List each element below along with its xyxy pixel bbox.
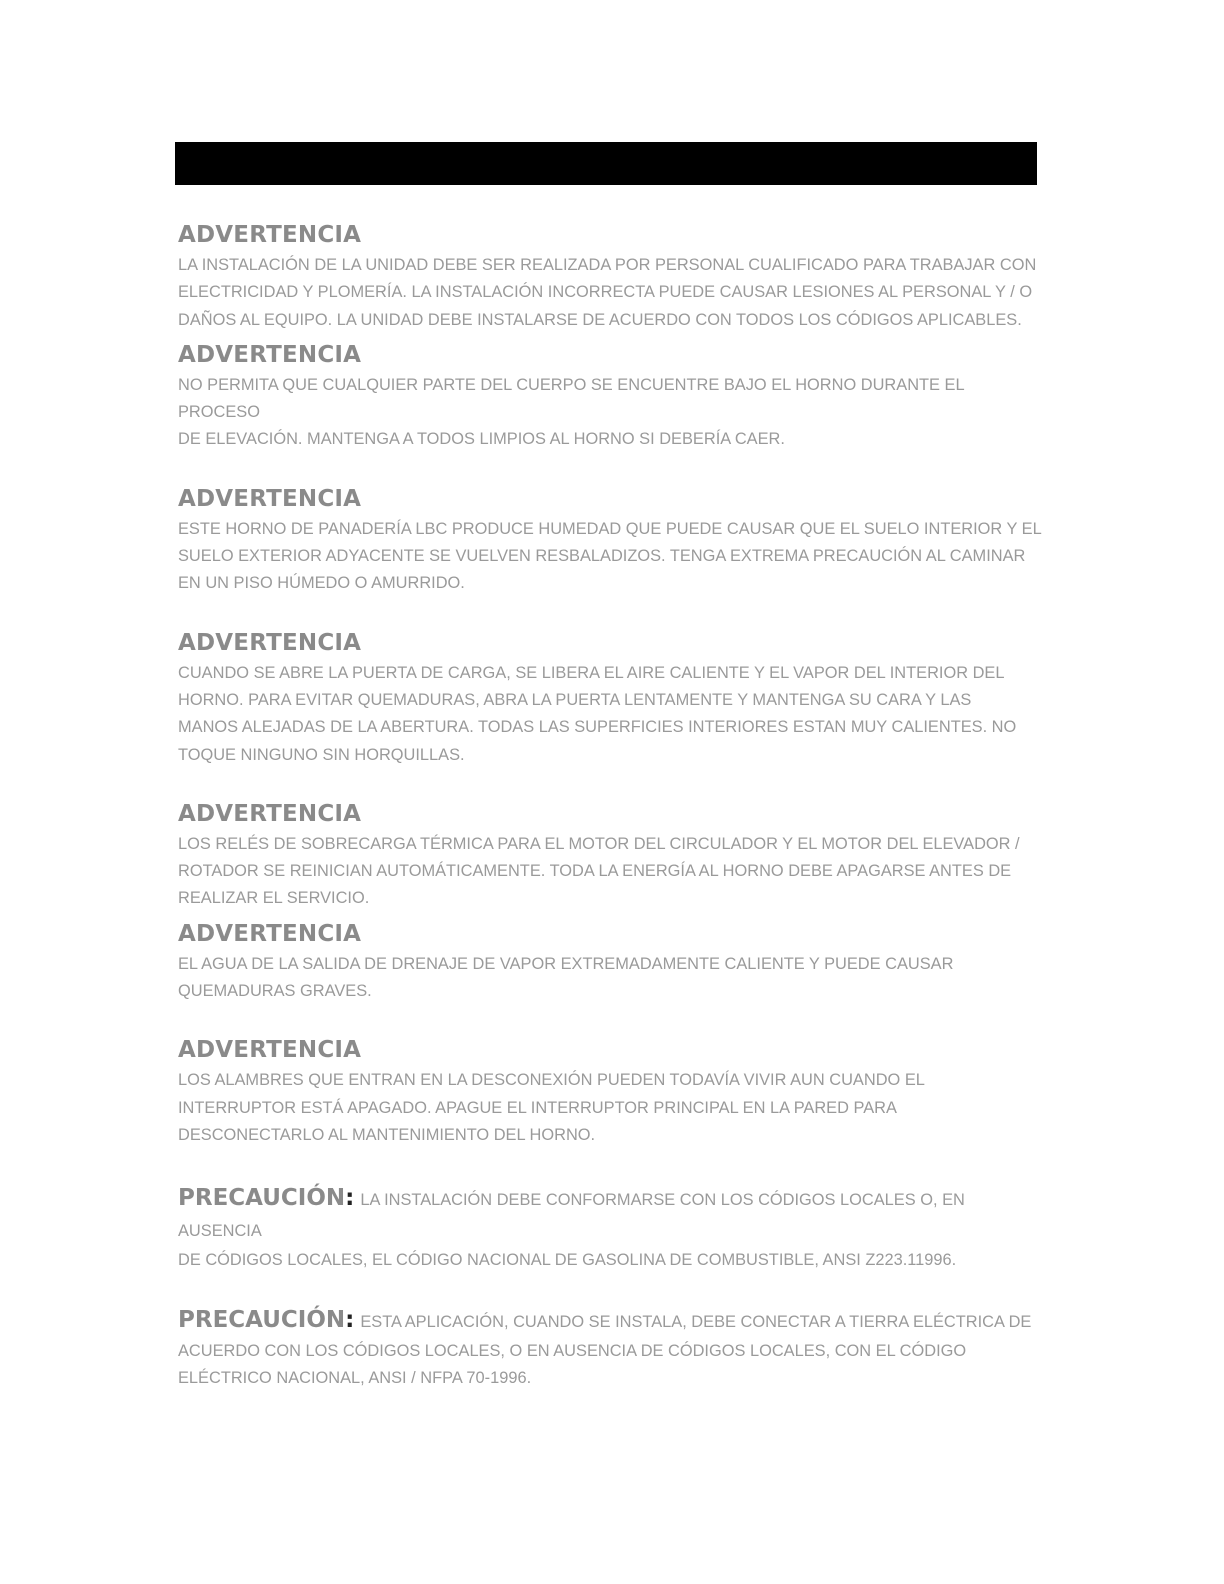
warning-line: EN UN PISO HÚMEDO O AMURRIDO.	[178, 574, 465, 593]
warning-block	[178, 218, 1048, 334]
caution-heading: PRECAUCIÓN	[178, 1185, 346, 1212]
warning-line: QUEMADURAS GRAVES.	[178, 982, 372, 1001]
warning-block	[178, 338, 1048, 454]
warning-heading: ADVERTENCIA	[178, 920, 362, 947]
warning-line: DE ELEVACIÓN. MANTENGA A TODOS LIMPIOS AL HORNO SI DEBERÍA CAER.	[178, 430, 785, 449]
warning-block	[178, 1033, 1048, 1149]
warning-heading: ADVERTENCIA	[178, 1037, 362, 1064]
warning-line: ROTADOR SE REINICIAN AUTOMÁTICAMENTE. TODA LA ENERGÍA AL HORNO DEBE APAGARSE ANTES DE	[178, 862, 1012, 881]
warning-line: LOS RELÉS DE SOBRECARGA TÉRMICA PARA EL MOTOR DEL CIRCULADOR Y EL MOTOR DEL ELEVADOR /	[178, 834, 1020, 853]
warning-line: LA INSTALACIÓN DE LA UNIDAD DEBE SER REALIZADA POR PERSONAL CUALIFICADO PARA TRABAJAR CON	[178, 256, 1037, 274]
warning-line: ESTE HORNO DE PANADERÍA LBC PRODUCE HUMEDAD QUE PUEDE CAUSAR QUE EL SUELO INTERIOR Y EL	[178, 519, 1042, 538]
warning-line: REALIZAR EL SERVICIO.	[178, 889, 370, 908]
caution-first-line	[178, 1183, 1048, 1247]
caution-line: ELÉCTRICO NACIONAL, ANSI / NFPA 70-1996.	[178, 1368, 532, 1387]
redacted-header-bar	[175, 142, 1037, 185]
caution-text: LA INSTALACIÓN DEBE CONFORMARSE CON LOS CÓDIGOS LOCALES O, EN AUSENCIA	[178, 1191, 965, 1241]
warnings-document	[178, 218, 1048, 1392]
caution-colon: :	[345, 1306, 355, 1333]
warning-line: INTERRUPTOR ESTÁ APAGADO. APAGUE EL INTERRUPTOR PRINCIPAL EN LA PARED PARA	[178, 1098, 897, 1117]
warning-block	[178, 917, 1048, 1006]
warning-heading: ADVERTENCIA	[178, 341, 362, 368]
warning-line: ELECTRICIDAD Y PLOMERÍA. LA INSTALACIÓN INCORRECTA PUEDE CAUSAR LESIONES AL PERSONAL Y / O	[178, 283, 1033, 302]
caution-line: DE CÓDIGOS LOCALES, EL CÓDIGO NACIONAL DE GASOLINA DE COMBUSTIBLE, ANSI Z223.11996.	[178, 1251, 957, 1270]
warning-line: NO PERMITA QUE CUALQUIER PARTE DEL CUERPO SE ENCUENTRE BAJO EL HORNO DURANTE EL PROCESO	[178, 375, 964, 422]
caution-first-line	[178, 1305, 1048, 1338]
warning-block	[178, 797, 1048, 913]
caution-colon: :	[345, 1185, 355, 1212]
warning-line: SUELO EXTERIOR ADYACENTE SE VUELVEN RESBALADIZOS. TENGA EXTREMA PRECAUCIÓN AL CAMINAR	[178, 547, 1026, 566]
caution-heading: PRECAUCIÓN	[178, 1306, 346, 1333]
warning-line: LOS ALAMBRES QUE ENTRAN EN LA DESCONEXIÓN PUEDEN TODAVÍA VIVIR AUN CUANDO EL	[178, 1071, 925, 1090]
warning-line: MANOS ALEJADAS DE LA ABERTURA. TODAS LAS SUPERFICIES INTERIORES ESTAN MUY CALIENTES. NO	[178, 718, 1017, 737]
warning-line: CUANDO SE ABRE LA PUERTA DE CARGA, SE LIBERA EL AIRE CALIENTE Y EL VAPOR DEL INTERIOR DEL	[178, 663, 1005, 682]
warning-heading: ADVERTENCIA	[178, 222, 362, 248]
warning-heading: ADVERTENCIA	[178, 800, 362, 827]
warning-line: DESCONECTARLO AL MANTENIMIENTO DEL HORNO.	[178, 1125, 596, 1144]
warning-block	[178, 482, 1048, 598]
warning-line: EL AGUA DE LA SALIDA DE DRENAJE DE VAPOR EXTREMADAMENTE CALIENTE Y PUEDE CAUSAR	[178, 954, 954, 973]
caution-block	[178, 1183, 1048, 1274]
warning-heading: ADVERTENCIA	[178, 485, 362, 512]
warning-line: HORNO. PARA EVITAR QUEMADURAS, ABRA LA PUERTA LENTAMENTE Y MANTENGA SU CARA Y LAS	[178, 690, 972, 709]
warning-block	[178, 626, 1048, 769]
caution-block	[178, 1305, 1048, 1393]
caution-text: ESTA APLICACIÓN, CUANDO SE INSTALA, DEBE CONECTAR A TIERRA ELÉCTRICA DE	[360, 1312, 1032, 1331]
caution-line: ACUERDO CON LOS CÓDIGOS LOCALES, O EN AUSENCIA DE CÓDIGOS LOCALES, CON EL CÓDIGO	[178, 1341, 967, 1360]
warning-line: DAÑOS AL EQUIPO. LA UNIDAD DEBE INSTALARSE DE ACUERDO CON TODOS LOS CÓDIGOS APLICABLES.	[178, 310, 1022, 329]
warning-heading: ADVERTENCIA	[178, 629, 362, 656]
warning-line: TOQUE NINGUNO SIN HORQUILLAS.	[178, 745, 465, 764]
